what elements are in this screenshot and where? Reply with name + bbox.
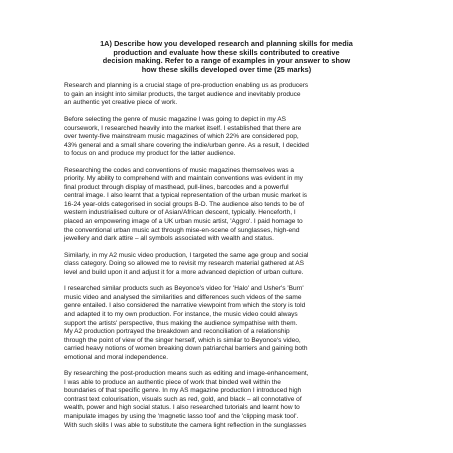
- text-line: Researching the codes and conventions of music magazines themselves was a: [64, 166, 294, 174]
- text-line: class category. Doing so allowed me to revisit my research material gathered at AS: [64, 260, 305, 268]
- text-line: jewellery and dark attire – all symbols associated with wealth and status.: [64, 235, 274, 243]
- text-line: to gain an insight into similar products, the target audience and inevitably produce: [64, 90, 301, 98]
- text-line: over twenty-five mainstream music magazines of which 22% are considered pop,: [64, 133, 299, 141]
- text-line: 16-24 year-olds categorised in social groups B-D. The audience also tends to be of: [64, 200, 305, 208]
- text-line: coursework, I researched heavily into the market itself. I established that there are: [64, 124, 302, 132]
- text-line: level and build upon it and adjust it for a more advanced depiction of urban culture.: [64, 268, 304, 276]
- text-line: support the artists' perspective, thus making the audience sympathise with them.: [64, 319, 298, 327]
- text-line: final product through display of masthead, pull-lines, barcodes and a powerful: [64, 183, 289, 191]
- text-line: an authentic yet creative piece of work.: [64, 99, 178, 107]
- text-line: to focus on and produce my product for the latter audience.: [64, 150, 236, 158]
- heading-line: production and evaluate how these skills contributed to creative: [113, 47, 340, 57]
- paragraph-market-research: [64, 116, 389, 159]
- heading-line: how these skills developed over time (25 marks): [141, 64, 312, 74]
- text-line: With such skills I was able to substitute the camera light reflection in the sunglasses: [64, 421, 307, 429]
- text-line: central image. I also learnt that a typical representation of the urban music market is: [64, 192, 308, 200]
- heading-line: decision making. Refer to a range of examples in your answer to show: [102, 56, 351, 66]
- text-line: wealth, power and high social status. I also researched tutorials and learnt how to: [64, 404, 300, 412]
- text-line: genre entailed. I also considered the narrative viewpoint from which the story is told: [64, 302, 306, 310]
- paragraph-a2-production: [64, 252, 389, 278]
- text-line: the conventional urban music act through mise-en-scene of sunglasses, high-end: [64, 226, 300, 234]
- text-line: contrast text colourisation, visuals such as red, gold, and black – all connotative of: [64, 395, 302, 403]
- paragraph-post-production: [64, 370, 389, 430]
- text-line: Similarly, in my A2 music video production, I targeted the same age group and social: [64, 251, 309, 259]
- text-line: placed an empowering image of a UK urban music artist, 'Aggro'. I paid homage to: [64, 218, 303, 226]
- text-line: western industrialised culture or of Asian/African descent, typically. Henceforth, I: [64, 209, 296, 217]
- text-line: through the point of view of the singer herself, which is similar to Beyonce's video,: [64, 336, 301, 344]
- text-line: and adapted it to my own production. For instance, the music video could always: [64, 310, 298, 318]
- text-line: carried heavy notions of women breaking down patriarchal barriers and gaining both: [64, 345, 308, 353]
- heading-line: 1A) Describe how you developed research and planning skills for media: [100, 39, 353, 48]
- paragraph-codes-conventions: [64, 167, 389, 244]
- text-line: 43% general and a small share covering the indie/urban genre. As a result, I decided: [64, 141, 309, 149]
- text-line: music video and analysed the similarities and differences such videos of the same: [64, 293, 302, 301]
- paragraph-similar-products: [64, 285, 389, 362]
- text-line: Research and planning is a crucial stage of pre-production enabling us as producers: [64, 82, 309, 90]
- text-line: priority. My ability to comprehend with and maintain conventions was evident in my: [64, 175, 303, 183]
- text-line: By researching the post-production means such as editing and image-enhancement,: [64, 370, 309, 378]
- text-line: manipulate images by using the 'magnetic lasso tool' and the 'clipping mask tool'.: [64, 412, 299, 420]
- text-line: boundaries of that specific genre. In my AS magazine production I introduced high: [64, 387, 302, 395]
- text-line: My A2 production portrayed the breakdown and reconciliation of a relationship: [64, 328, 290, 336]
- text-line: I was able to produce an authentic piece of work that binded well within the: [64, 378, 281, 386]
- question-heading: [64, 40, 389, 74]
- text-line: I researched similar products such as Beyonce's video for 'Halo' and Usher's 'Burn': [64, 285, 304, 293]
- text-line: emotional and moral independence.: [64, 353, 169, 361]
- paragraph-intro: [64, 82, 389, 108]
- text-line: Before selecting the genre of music magazine I was going to depict in my AS: [64, 116, 286, 124]
